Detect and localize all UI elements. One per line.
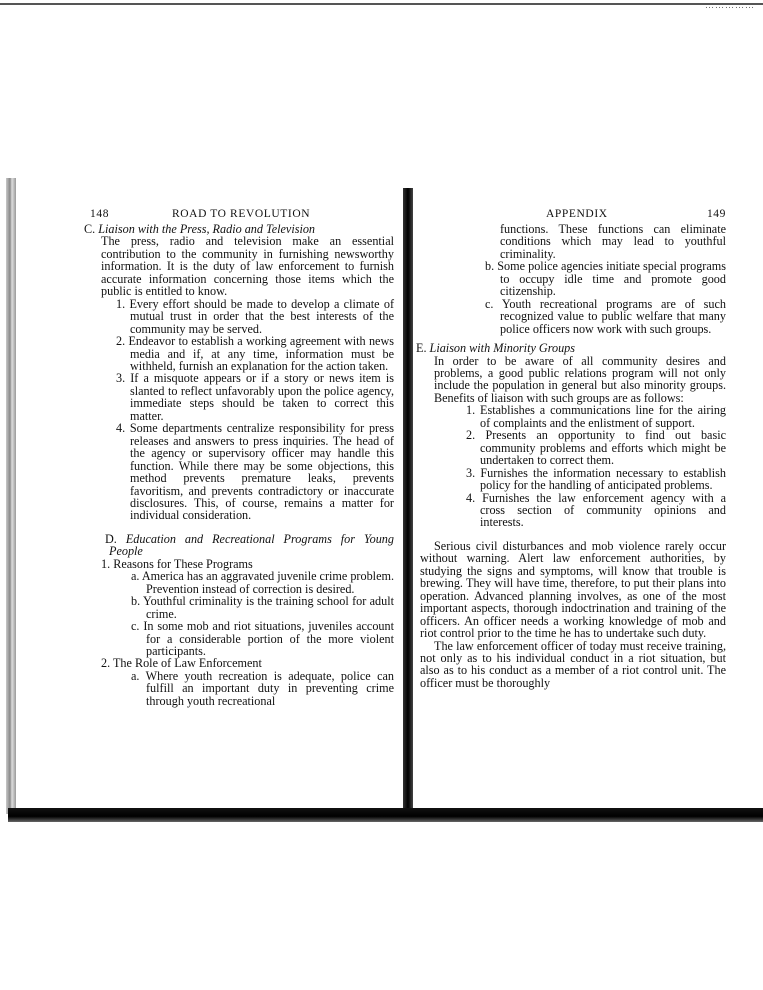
left-page-edge (6, 178, 16, 814)
subitem-label: a. (131, 569, 140, 584)
top-edge-marks: …………… (705, 0, 755, 10)
bottom-page-edge (8, 808, 763, 822)
subitem-label: c. (131, 619, 140, 634)
running-head-left (88, 208, 394, 222)
section-c-intro: The press, radio and television make an essential contribution to the community in furnishing newsworthy information. It is the duty of law enforcement to furnish accurate information concerning those items which the public is entitled to know. (101, 234, 394, 299)
section-heading: Education and Recreational Programs for Young People (109, 531, 394, 559)
sub-item (88, 670, 394, 707)
item-label: 1. (101, 556, 111, 571)
list-item (420, 429, 726, 466)
running-title-right: APPENDIX (546, 208, 608, 220)
sub-item (420, 260, 726, 297)
section-label: C. (84, 222, 96, 236)
item-label: 1. (116, 296, 126, 311)
item-text: Every effort should be made to develop a climate of mutual trust in order that the best interests of the community may be served. (129, 296, 394, 336)
subitem-text: Youth recreational programs are of such recognized value to public welfare that many police officers now work with such groups. (500, 296, 726, 336)
subitem-text: Some police agencies initiate special programs to occupy idle time and promote good citizenship. (497, 259, 726, 299)
book-spread (0, 178, 763, 828)
subitem-text: Youthful criminality is the training school for adult crime. (143, 594, 394, 621)
list-item (420, 492, 726, 529)
subitem-text: America has an aggravated juvenile crime problem. Prevention instead of correction is desired. (141, 569, 395, 596)
section-e-heading (416, 342, 726, 354)
item-label: 3. (466, 465, 476, 480)
running-head-right (420, 208, 726, 222)
subitem-text: In some mob and riot situations, juveniles account for a considerable portion of the more violent participants. (143, 619, 395, 658)
section-label: E. (416, 341, 427, 356)
book-gutter (403, 188, 413, 810)
subitem-label: a. (131, 668, 140, 683)
subitem-text: Where youth recreation is adequate, police can fulfill an important duty in preventing crime through youth recreational (145, 668, 394, 708)
item-text: The Role of Law Enforcement (112, 656, 262, 671)
item-text: Presents an opportunity to find out basic community problems and efforts which might be undertaken to correct them. (480, 428, 726, 468)
item-text: Furnishes the information necessary to establish policy for the handling of anticipated problems. (480, 465, 727, 493)
body-paragraph: The law enforcement officer of today must receive training, not only as to his individual conduct in a riot situation, but also as to his conduct as a member of a riot control unit. The officer must be thoroughly (420, 638, 726, 690)
list-item (420, 467, 726, 492)
item-label: 3. (116, 371, 126, 386)
item-label: 2. (116, 334, 126, 349)
item-label: 1. (466, 403, 476, 418)
item-label: 2. (466, 428, 476, 443)
sub-item (420, 298, 726, 335)
subitem-label: b. (131, 594, 141, 609)
section-heading: Liaison with the Press, Radio and Television (98, 222, 316, 236)
subitem-label: c. (485, 296, 494, 311)
body-paragraph: Serious civil disturbances and mob violence rarely occur without warning. Alert law enforcement authorities, by studying the signs and symptoms, will know that trouble is brewing. They will have time, therefore, to put their plans into operation. Advanced planning involves, as one of the most important aspects, thorough indoctrination and training of the officers. An officer needs a working knowledge of mob and riot control prior to the time he has to undertake such duty. (420, 538, 726, 641)
running-title-left: ROAD TO REVOLUTION (172, 208, 311, 220)
page-number-right: 149 (706, 208, 726, 220)
page-number-left: 148 (90, 208, 110, 220)
item-text: If a misquote appears or if a story or news item is slanted to reflect unfavorably upon the police agency, immediate steps should be taken to correct this matter. (130, 371, 394, 423)
item-text: Some departments centralize responsibility for press releases and answers to press inquiries. The head of the agency or supervisory officer may handle this function. While there may be some objections, this method prevents premature leaks, prevents favoritism, and prevents contradictory or inaccurate disclosures. This, of course, remains a matter for individual consideration. (129, 421, 395, 523)
right-page (416, 208, 727, 690)
item-text: Reasons for These Programs (113, 556, 253, 571)
list-item (88, 298, 394, 335)
section-label: D. (105, 531, 117, 546)
list-item (420, 404, 726, 429)
list-item (88, 335, 394, 372)
sub-item (88, 570, 394, 595)
top-rule (0, 3, 763, 5)
subitem-label: b. (485, 259, 495, 274)
left-page (84, 208, 395, 708)
item-text: Establishes a communications line for the airing of complaints and the enlistment of support. (480, 403, 727, 430)
item-label: 2. (101, 656, 111, 671)
list-item (88, 422, 394, 522)
item-text: Furnishes the law enforcement agency with a cross section of community opinions and interests. (480, 490, 727, 530)
item-text: Endeavor to establish a working agreement with news media and if, at any time, information must be withheld, furnish an explanation for the action taken. (128, 334, 395, 373)
continuation-text: functions. These functions can eliminate conditions which may lead to youthful criminality. (500, 222, 726, 261)
section-e-intro: In order to be aware of all community desires and problems, a good public relations program will not only include the population in general but also minority groups. Benefits of liaison with such groups are as follows: (434, 353, 726, 405)
item-label: 4. (116, 421, 126, 436)
sub-item (88, 620, 394, 657)
item-label: 4. (466, 490, 476, 505)
section-d-heading (88, 533, 394, 558)
list-item (88, 372, 394, 422)
section-heading: Liaison with Minority Groups (429, 341, 576, 356)
sub-item (88, 595, 394, 620)
